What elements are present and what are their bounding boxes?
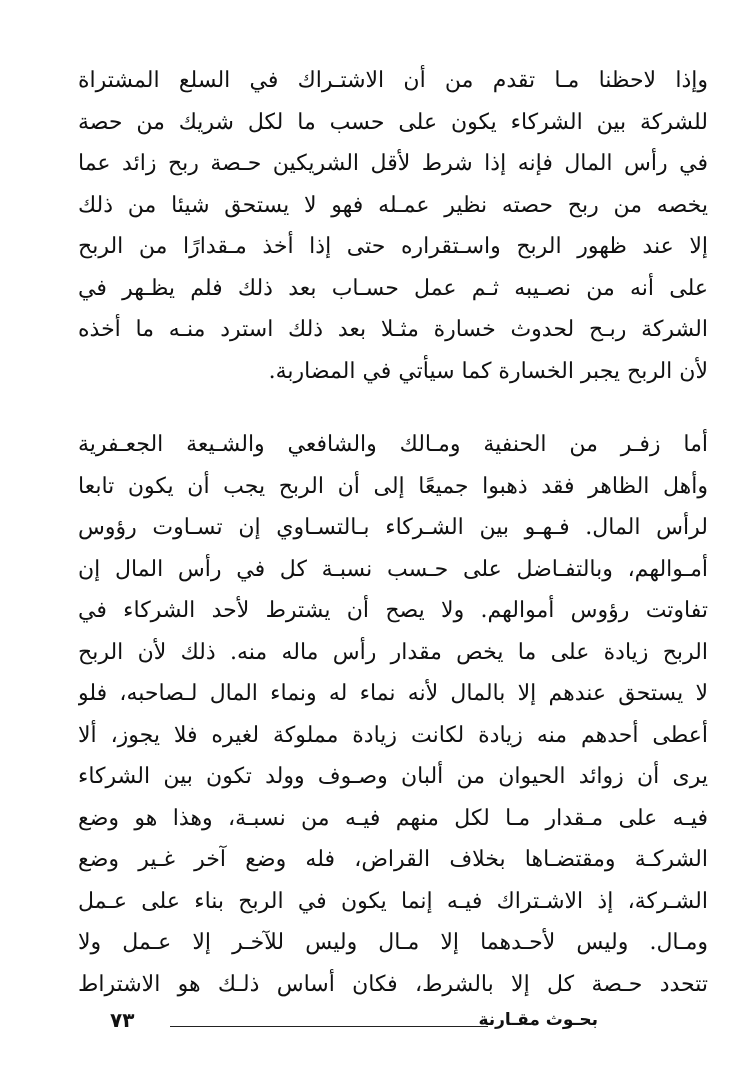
paragraph-1 xyxy=(78,60,708,392)
text-line: أعطى أحدهم منه زيادة لكانت زيادة مملوكة لغيره فلا يجوز، ألا xyxy=(78,722,708,748)
text-line: تفاوتت رؤوس أموالهم. ولا يصح أن يشترط لأحد الشركاء في xyxy=(78,598,708,623)
text-line: وإذا لاحظنا مـا تقدم من أن الاشتـراك في السلع المشتراة xyxy=(78,68,708,93)
footer-rule xyxy=(170,1026,488,1027)
text-line: أما زفـر من الحنفية ومـالك والشافعي والشـيعة الجعـفرية xyxy=(78,432,708,457)
text-line: لا يستحق عندهم إلا بالمال لأنه نماء له ونماء المال لـصاحبه، فلو xyxy=(78,681,708,706)
text-line: يرى أن زوائد الحيوان من ألبان وصـوف وولد تكون بين الشركاء xyxy=(78,764,708,789)
running-title: بحـوث مقـارنة xyxy=(478,1010,598,1030)
text-line: في رأس المال فإنه إذا شرط لأقل الشريكين حـصة ربح زائد عما xyxy=(78,151,708,176)
text-line: الشـركة، إذ الاشـتراك فيـه إنما يكون في الربح بناء على عـمل xyxy=(78,888,708,914)
text-line: الربح زيادة على ما يخص مقدار رأس ماله منه. ذلك لأن الربح xyxy=(78,639,708,665)
text-line: على أنه من نصـيبه ثـم عمل حسـاب بعد ذلك فلم يظـهر في xyxy=(78,275,708,301)
text-line: لرأس المال. فـهـو بين الشـركاء بـالتسـاوي إن تسـاوت رؤوس xyxy=(78,515,708,540)
text-line: الشركة ربـح لحدوث خسارة مثـلا بعد ذلك استرد منـه ما أخذه xyxy=(78,317,708,342)
text-line: فيـه على مـقدار مـا لكل منهم فيـه من نسبـة، وهذا هو وضع xyxy=(78,805,708,831)
text-line: وأهل الظاهر فقد ذهبوا جميعًا إلى أن الربح يجب أن يكون تابعا xyxy=(78,473,708,499)
text-line: يخصه من ربح حصته نظير عمـله فهو لا يستحق شيئا من ذلك xyxy=(78,192,708,218)
text-line: ومـال. وليس لأحـدهما إلا مـال وليس للآخـر إلا عـمل ولا xyxy=(78,930,708,955)
text-line: الشركـة ومقتضـاها بخلاف القراض، فله وضع آخر غـير وضع xyxy=(78,847,708,872)
page-number: ٧٣ xyxy=(110,1008,135,1032)
text-line: للشركة بين الشركاء يكون على حسب ما لكل شريك من حصة xyxy=(78,109,708,135)
text-line: تتحدد حـصة كل إلا بالشرط، فكان أساس ذلـك هو الاشتراط xyxy=(78,971,708,997)
text-line: إلا عند ظهور الربح واسـتقراره حتى إذا أخذ مـقدارًا من الربح xyxy=(78,234,708,259)
page-footer xyxy=(110,1008,598,1038)
text-line: أمـوالهم، وبالتفـاضل على حـسب نسبـة كل في رأس المال إن xyxy=(78,556,708,582)
page-body xyxy=(78,60,708,1005)
paragraph-gap xyxy=(78,392,708,424)
paragraph-2 xyxy=(78,424,708,1005)
text-line: لأن الربح يجبر الخسارة كما سيأتي في المضاربة. xyxy=(268,358,708,384)
